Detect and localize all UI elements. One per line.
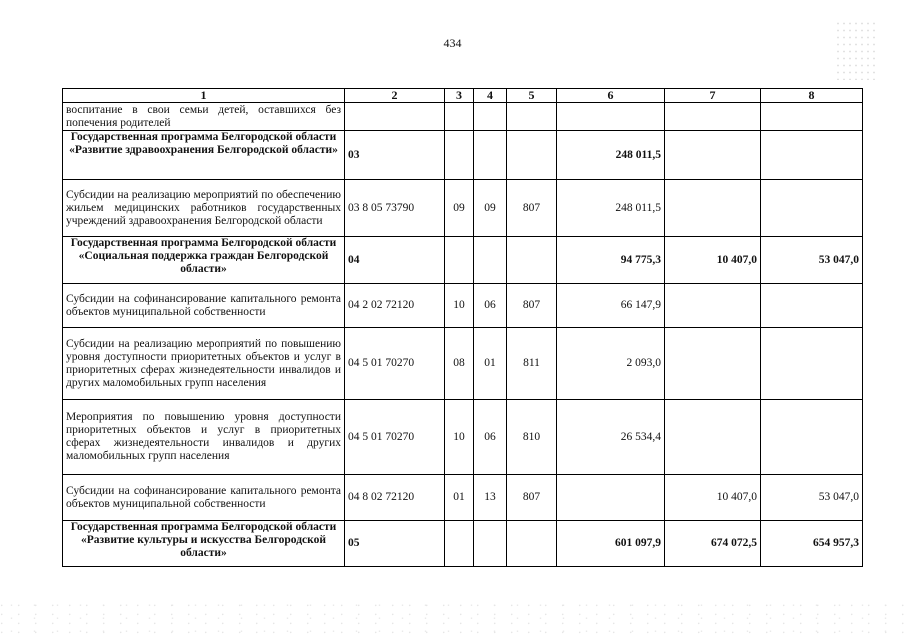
row-subsection: 09 <box>474 180 507 237</box>
row-amount-6: 601 097,9 <box>557 521 665 567</box>
row-section: 10 <box>445 284 474 328</box>
row-section <box>445 131 474 180</box>
table-row <box>63 475 863 521</box>
table-row <box>63 180 863 237</box>
scan-artifact <box>0 600 905 640</box>
row-amount-8 <box>761 180 863 237</box>
row-section: 01 <box>445 475 474 521</box>
row-code <box>345 103 445 131</box>
table-row <box>63 284 863 328</box>
row-amount-7 <box>665 103 761 131</box>
row-section: 10 <box>445 400 474 475</box>
row-description: Субсидии на софинансирование капитального ремонта объектов муниципальной собственности <box>63 284 345 328</box>
row-expense-type: 807 <box>507 180 557 237</box>
row-amount-7: 10 407,0 <box>665 475 761 521</box>
row-amount-7 <box>665 131 761 180</box>
row-amount-8 <box>761 284 863 328</box>
row-amount-8 <box>761 131 863 180</box>
row-subsection <box>474 521 507 567</box>
row-description: Субсидии на реализацию мероприятий по повышению уровня доступности приоритетных объектов и услуг в приоритетных сферах жизнедеятельности инвалидов и других маломобильных групп населения <box>63 328 345 400</box>
row-expense-type <box>507 237 557 284</box>
row-amount-6: 94 775,3 <box>557 237 665 284</box>
row-subsection <box>474 237 507 284</box>
row-description: Мероприятия по повышению уровня доступности приоритетных объектов и услуг в приоритетных сферах жизнедеятельности инвалидов и других маломобильных групп населения <box>63 400 345 475</box>
table-row-program <box>63 237 863 284</box>
page-number: 434 <box>443 36 462 50</box>
row-expense-type <box>507 103 557 131</box>
row-subsection: 13 <box>474 475 507 521</box>
row-amount-8 <box>761 103 863 131</box>
row-expense-type <box>507 131 557 180</box>
header-cell: 3 <box>445 89 474 103</box>
row-amount-8: 654 957,3 <box>761 521 863 567</box>
row-section: 09 <box>445 180 474 237</box>
row-code: 03 8 05 73790 <box>345 180 445 237</box>
header-cell: 6 <box>557 89 665 103</box>
row-expense-type: 811 <box>507 328 557 400</box>
table-row-program <box>63 521 863 567</box>
table-row <box>63 103 863 131</box>
row-section <box>445 521 474 567</box>
row-expense-type: 810 <box>507 400 557 475</box>
row-section <box>445 237 474 284</box>
row-amount-8: 53 047,0 <box>761 237 863 284</box>
row-description: Субсидии на реализацию мероприятий по обеспечению жильем медицинских работников государственных учреждений здравоохранения Белгородской области <box>63 180 345 237</box>
row-amount-6 <box>557 475 665 521</box>
row-code: 04 8 02 72120 <box>345 475 445 521</box>
row-amount-7: 674 072,5 <box>665 521 761 567</box>
row-section <box>445 103 474 131</box>
header-cell: 1 <box>63 89 345 103</box>
row-code: 04 5 01 70270 <box>345 400 445 475</box>
row-subsection <box>474 131 507 180</box>
row-amount-6: 2 093,0 <box>557 328 665 400</box>
row-subsection: 06 <box>474 400 507 475</box>
row-description: Государственная программа Белгородской области «Социальная поддержка граждан Белгородской области» <box>63 237 345 284</box>
row-amount-6: 26 534,4 <box>557 400 665 475</box>
row-amount-6 <box>557 103 665 131</box>
row-description: воспитание в свои семьи детей, оставшихся без попечения родителей <box>63 103 345 131</box>
row-amount-7 <box>665 180 761 237</box>
row-amount-6: 248 011,5 <box>557 180 665 237</box>
row-subsection <box>474 103 507 131</box>
table-row <box>63 400 863 475</box>
row-amount-7: 10 407,0 <box>665 237 761 284</box>
row-amount-6: 248 011,5 <box>557 131 665 180</box>
table-header-row <box>63 89 863 103</box>
row-amount-8 <box>761 400 863 475</box>
row-description: Государственная программа Белгородской области «Развитие здравоохранения Белгородской области» <box>63 131 345 180</box>
header-cell: 7 <box>665 89 761 103</box>
row-amount-7 <box>665 328 761 400</box>
row-amount-7 <box>665 400 761 475</box>
row-code: 04 <box>345 237 445 284</box>
budget-table <box>62 88 863 567</box>
row-expense-type <box>507 521 557 567</box>
table-row-program <box>63 131 863 180</box>
header-cell: 5 <box>507 89 557 103</box>
row-code: 04 5 01 70270 <box>345 328 445 400</box>
row-amount-8 <box>761 328 863 400</box>
header-cell: 8 <box>761 89 863 103</box>
row-subsection: 01 <box>474 328 507 400</box>
row-amount-8: 53 047,0 <box>761 475 863 521</box>
row-code: 04 2 02 72120 <box>345 284 445 328</box>
row-description: Государственная программа Белгородской области «Развитие культуры и искусства Белгородской области» <box>63 521 345 567</box>
row-code: 05 <box>345 521 445 567</box>
table-row <box>63 328 863 400</box>
row-subsection: 06 <box>474 284 507 328</box>
header-cell: 4 <box>474 89 507 103</box>
row-expense-type: 807 <box>507 475 557 521</box>
row-description: Субсидии на софинансирование капитального ремонта объектов муниципальной собственности <box>63 475 345 521</box>
row-expense-type: 807 <box>507 284 557 328</box>
row-code: 03 <box>345 131 445 180</box>
row-section: 08 <box>445 328 474 400</box>
row-amount-6: 66 147,9 <box>557 284 665 328</box>
header-cell: 2 <box>345 89 445 103</box>
row-amount-7 <box>665 284 761 328</box>
